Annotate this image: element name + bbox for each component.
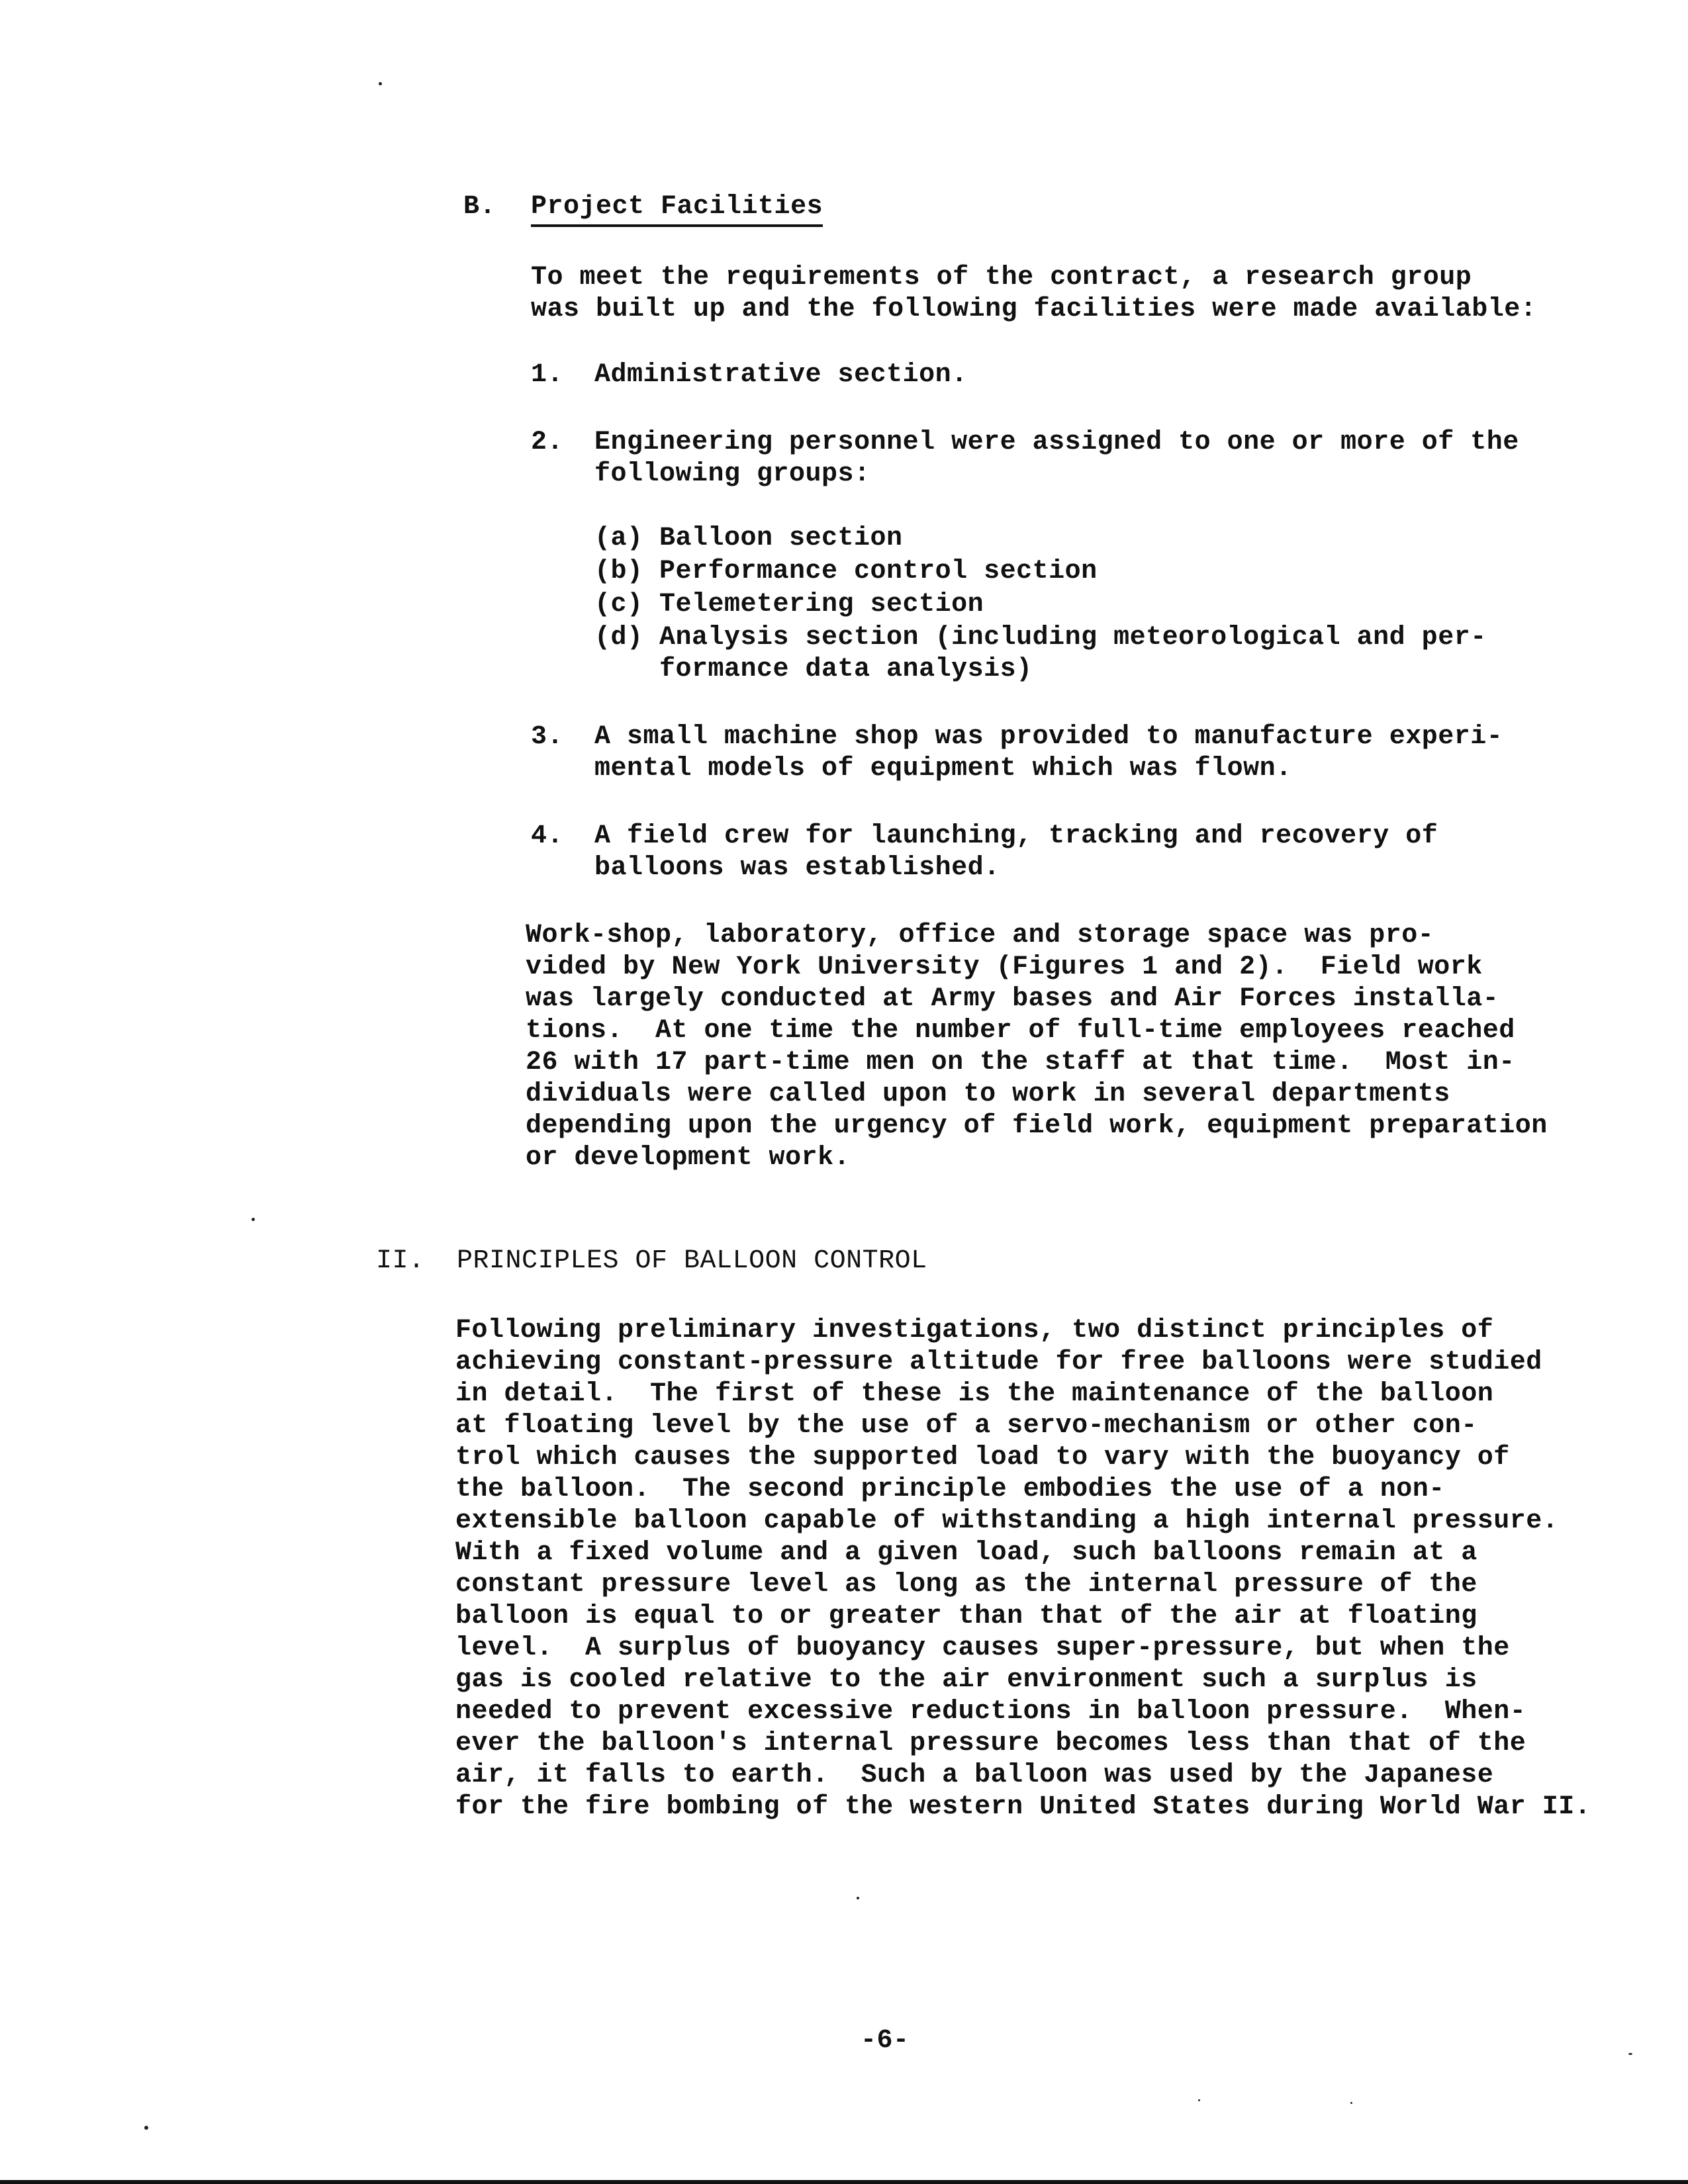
facility-item-text: balloons was established.	[594, 853, 1000, 883]
section-ii-body-line: balloon is equal to or greater than that of the air at floating	[455, 1602, 1477, 1631]
scan-speck	[379, 82, 382, 85]
facility-item-text: A field crew for launching, tracking and recovery of	[594, 821, 1438, 851]
section-ii-body-line: extensible balloon capable of withstanding a high internal pressure.	[455, 1506, 1559, 1536]
scan-speck	[1350, 2102, 1352, 2104]
facility-item-text: Administrative section.	[594, 360, 968, 390]
facility-item-text: mental models of equipment which was flown.	[594, 754, 1292, 784]
scan-bottom-edge	[0, 2180, 1688, 2184]
group-text: Performance control section	[659, 557, 1098, 586]
section-b-marker: B.	[463, 192, 496, 222]
section-ii-body-line: the balloon. The second principle embodies the use of a non-	[455, 1475, 1445, 1504]
section-ii-body-line: level. A surplus of buoyancy causes super-pressure, but when the	[455, 1633, 1510, 1663]
facility-item-number: 3.	[531, 722, 564, 752]
section-b-title: Project Facilities	[531, 191, 823, 227]
facility-item-text: A small machine shop was provided to manufacture experi-	[594, 722, 1503, 752]
section-b-closing-line: Work-shop, laboratory, office and storage space was pro-	[526, 921, 1434, 950]
section-ii-body-line: for the fire bombing of the western United States during World War II.	[455, 1792, 1591, 1822]
section-ii-marker: II.	[376, 1246, 425, 1276]
section-ii-body-line: ever the balloon's internal pressure becomes less than that of the	[455, 1729, 1526, 1758]
section-b-closing-line: or development work.	[526, 1143, 851, 1173]
section-ii-body-line: Following preliminary investigations, two distinct principles of	[455, 1316, 1494, 1345]
group-text: Analysis section (including meteorological and per-	[659, 623, 1487, 653]
scan-speck	[252, 1218, 255, 1221]
group-label: (c)	[594, 590, 643, 619]
section-ii-body-line: gas is cooled relative to the air environment such a surplus is	[455, 1665, 1477, 1695]
section-b-closing-line: depending upon the urgency of field work, equipment preparation	[526, 1111, 1548, 1141]
section-b-intro-line: was built up and the following facilities were made available:	[531, 295, 1537, 324]
page-number: -6-	[861, 2026, 910, 2056]
section-ii-body-line: at floating level by the use of a servo-mechanism or other con-	[455, 1411, 1477, 1441]
section-b-closing-line: 26 with 17 part-time men on the staff at that time. Most in-	[526, 1048, 1515, 1077]
group-label: (d)	[594, 623, 643, 653]
scan-speck	[144, 2126, 148, 2130]
section-ii-title: PRINCIPLES OF BALLOON CONTROL	[457, 1246, 927, 1276]
facility-item-text: Engineering personnel were assigned to one or more of the	[594, 428, 1519, 457]
group-label: (a)	[594, 523, 643, 553]
scan-speck	[1628, 2053, 1632, 2055]
section-b-closing-line: dividuals were called upon to work in several departments	[526, 1079, 1450, 1109]
scan-speck	[1198, 2099, 1200, 2101]
group-text: formance data analysis)	[659, 655, 1033, 684]
facility-item-text: following groups:	[594, 459, 870, 489]
section-ii-body-line: trol which causes the supported load to vary with the buoyancy of	[455, 1443, 1510, 1473]
group-label: (b)	[594, 557, 643, 586]
facility-item-number: 1.	[531, 360, 564, 390]
section-ii-body-line: With a fixed volume and a given load, such balloons remain at a	[455, 1538, 1477, 1568]
scan-speck	[857, 1897, 859, 1899]
section-ii-body-line: achieving constant-pressure altitude for free balloons were studied	[455, 1347, 1542, 1377]
section-ii-body-line: constant pressure level as long as the internal pressure of the	[455, 1570, 1477, 1600]
section-b-closing-line: was largely conducted at Army bases and Air Forces installa-	[526, 984, 1499, 1014]
facility-item-number: 4.	[531, 821, 564, 851]
section-ii-body-line: in detail. The first of these is the maintenance of the balloon	[455, 1379, 1494, 1409]
section-ii-body-line: needed to prevent excessive reductions in balloon pressure. When-	[455, 1697, 1526, 1727]
group-text: Telemetering section	[659, 590, 984, 619]
section-b-intro-line: To meet the requirements of the contract, a research group	[531, 263, 1472, 293]
facility-item-number: 2.	[531, 428, 564, 457]
group-text: Balloon section	[659, 523, 903, 553]
section-ii-body-line: air, it falls to earth. Such a balloon was used by the Japanese	[455, 1760, 1494, 1790]
section-b-closing-line: vided by New York University (Figures 1 and 2). Field work	[526, 952, 1483, 982]
section-b-closing-line: tions. At one time the number of full-time employees reached	[526, 1016, 1515, 1046]
